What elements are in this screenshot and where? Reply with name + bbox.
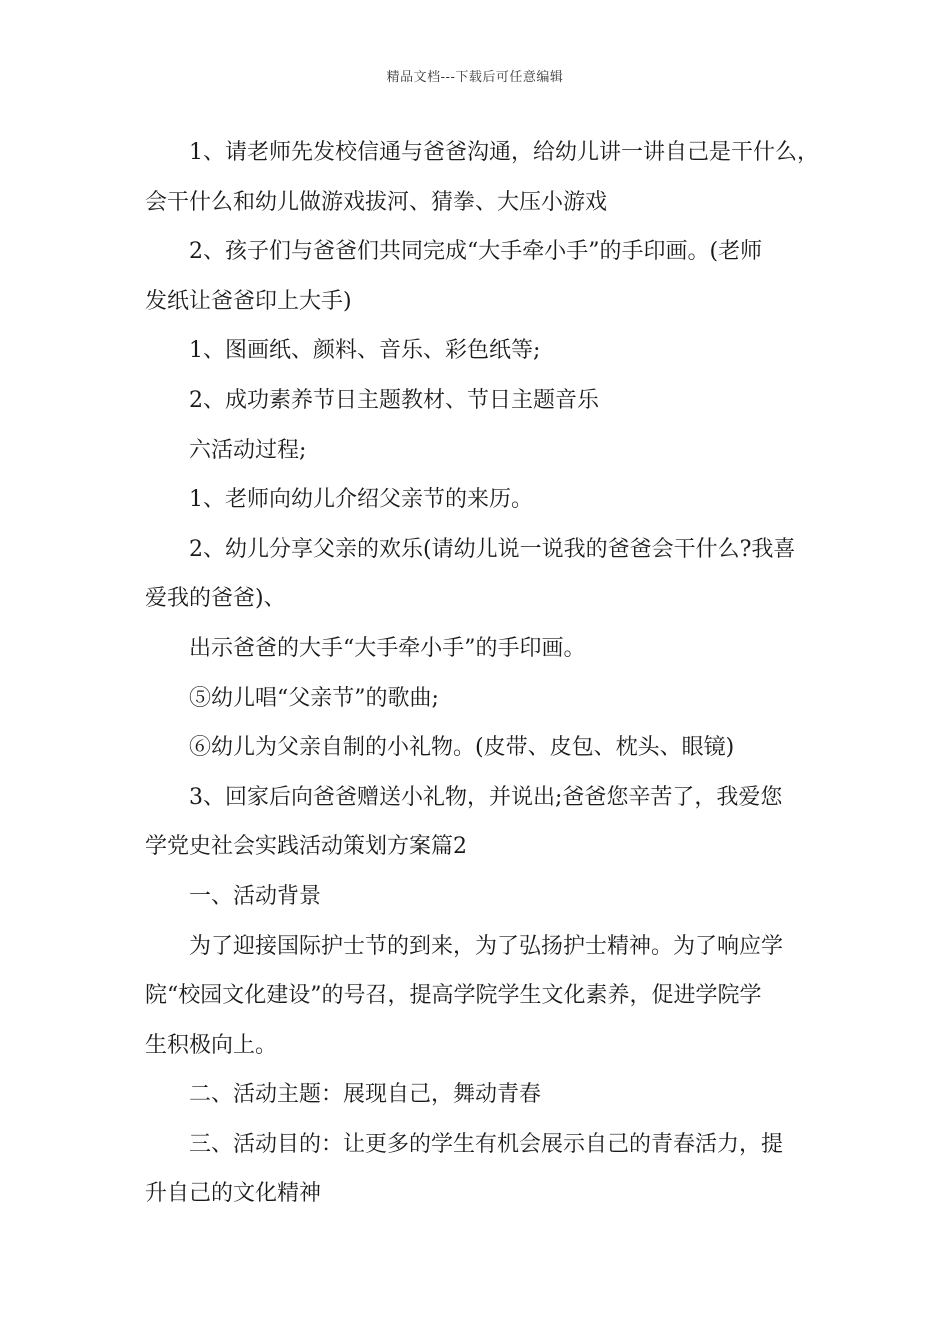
text-line: 生积极向上。: [145, 1032, 278, 1058]
page-header: 精品文档---下载后可任意编辑: [386, 70, 564, 85]
text-line: 2、成功素养节日主题教材、节日主题音乐: [189, 387, 599, 413]
document-body: [145, 128, 819, 1219]
text-line: 1、图画纸、颜料、音乐、彩色纸等;: [189, 338, 541, 364]
text-line: 二、活动主题：展现自己，舞动青春: [189, 1082, 542, 1108]
text-line: 1、请老师先发校信通与爸爸沟通，给幼儿讲一讲自己是干什么，: [189, 140, 819, 165]
text-line: 一、活动背景: [189, 883, 322, 909]
text-line: 为了迎接国际护士节的到来，为了弘扬护士精神。为了响应学: [189, 933, 784, 959]
text-line: 六活动过程;: [189, 437, 307, 463]
text-line: 出示爸爸的大手“大手牵小手”的手印画。: [189, 635, 586, 661]
text-line: 爱我的爸爸)、: [145, 586, 286, 612]
text-line: 升自己的文化精神: [145, 1181, 322, 1207]
text-line: 1、老师向幼儿介绍父亲节的来历。: [189, 487, 533, 513]
text-line: ⑤幼儿唱“父亲节”的歌曲;: [189, 685, 439, 711]
text-line: 2、孩子们与爸爸们共同完成“大手牵小手”的手印画。(老师: [189, 239, 763, 265]
text-line: 院“校园文化建设”的号召，提高学院学生文化素养，促进学院学: [145, 983, 762, 1009]
text-line: ⑥幼儿为父亲自制的小礼物。(皮带、皮包、枕头、眼镜): [189, 735, 735, 761]
text-line: 会干什么和幼儿做游戏拔河、猜拳、大压小游戏: [145, 189, 608, 215]
text-line: 3、回家后向爸爸赠送小礼物，并说出;爸爸您辛苦了，我爱您: [189, 784, 783, 810]
section-title: 学党史社会实践活动策划方案篇2: [145, 834, 467, 860]
text-line: 发纸让爸爸印上大手): [145, 288, 352, 314]
text-line: 2、幼儿分享父亲的欢乐(请幼儿说一说我的爸爸会干什么?我喜: [189, 536, 796, 562]
text-line: 三、活动目的：让更多的学生有机会展示自己的青春活力，提: [189, 1131, 784, 1157]
